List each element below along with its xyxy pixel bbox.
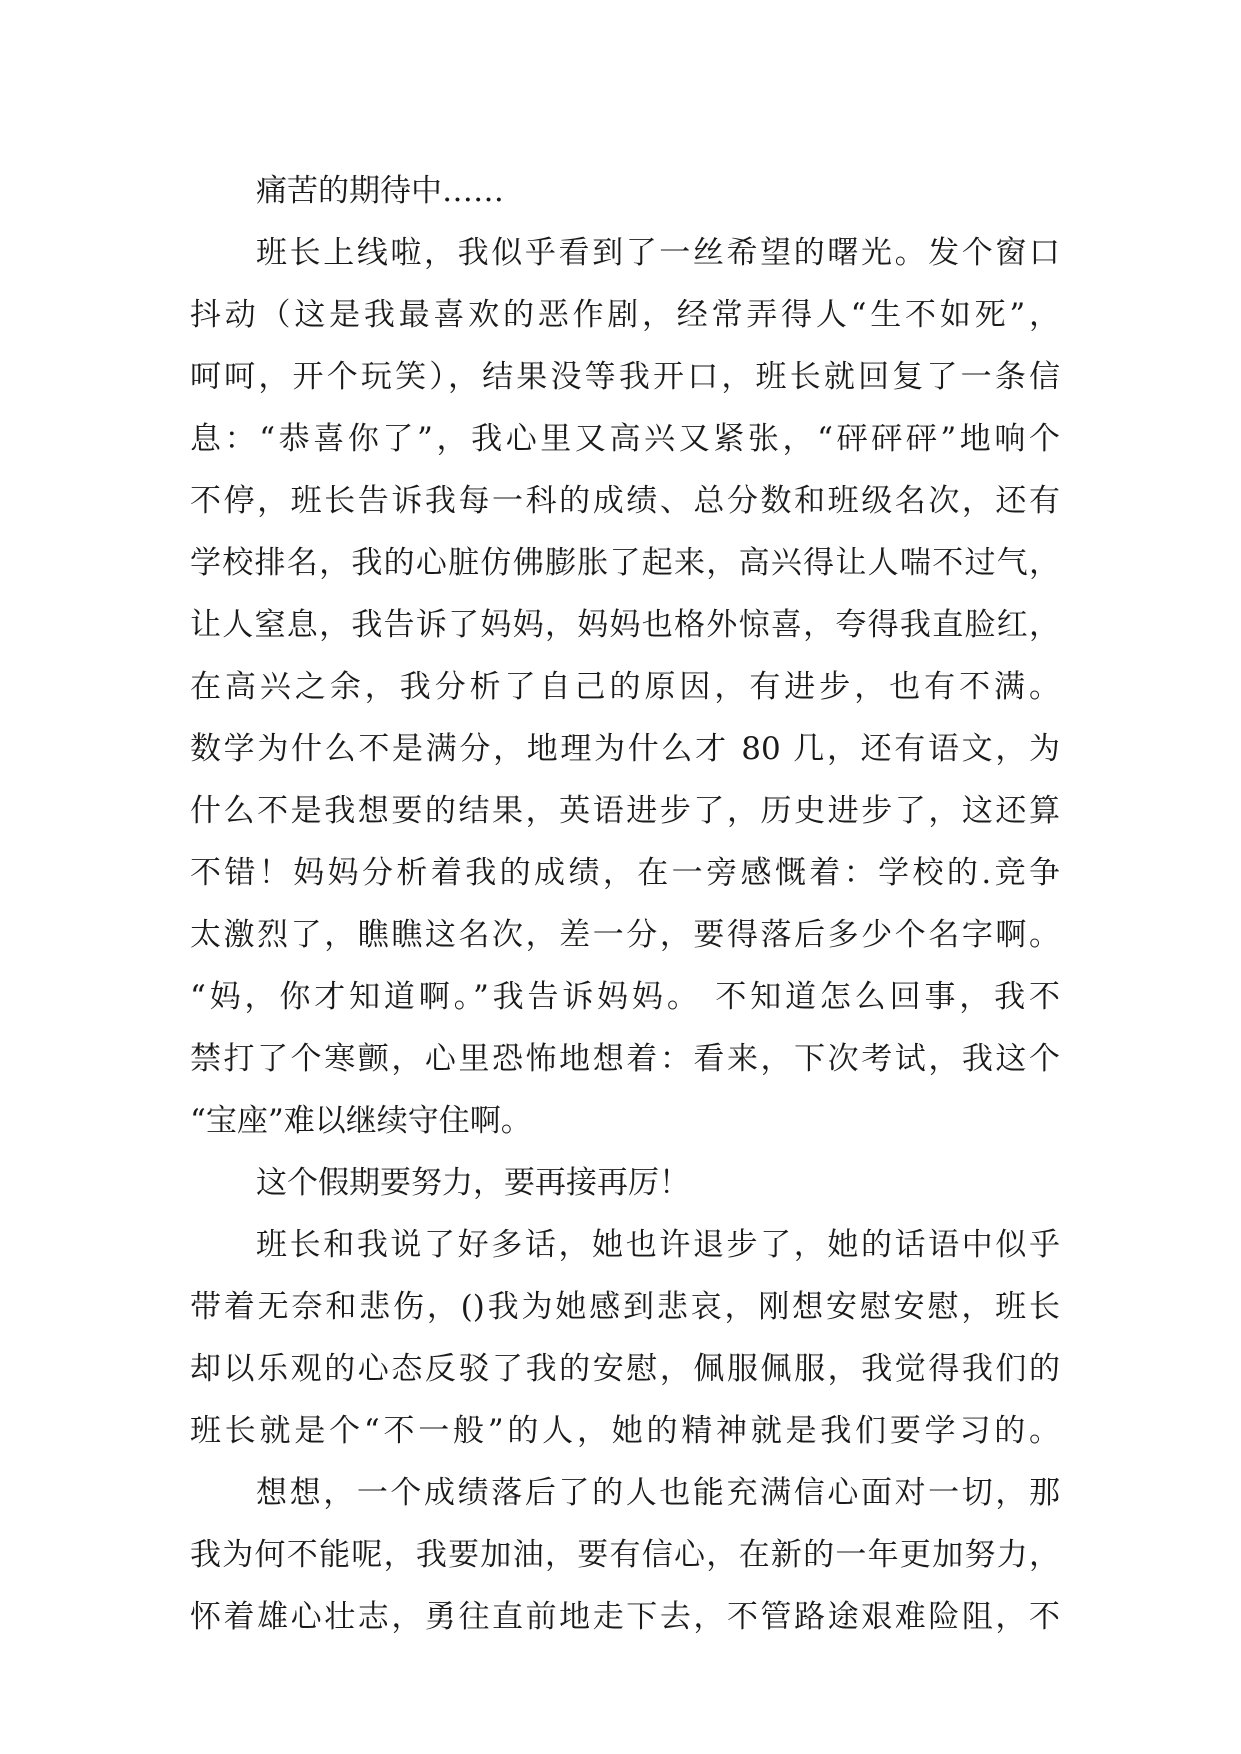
text-line: 这个假期要努力，要再接再厉！ [256, 1165, 690, 1201]
text-line: 班长上线啦，我似乎看到了一丝希望的曙光。发个窗口 [256, 235, 1060, 271]
text-line: “宝座”难以继续守住啊。 [190, 1103, 532, 1139]
text-line: 不停，班长告诉我每一科的成绩、总分数和班级名次，还有 [190, 483, 1060, 519]
text-line: 禁打了个寒颤，心里恐怖地想着：看来，下次考试，我这个 [190, 1041, 1060, 1077]
text-line: 数学为什么不是满分，地理为什么才 80 几，还有语文，为 [190, 731, 1060, 767]
text-line: 不错！妈妈分析着我的成绩，在一旁感慨着：学校的.竞争 [190, 855, 1060, 891]
text-line: 却以乐观的心态反驳了我的安慰，佩服佩服，我觉得我们的 [190, 1351, 1060, 1387]
body-text [190, 160, 1060, 1648]
text-line: “妈，你才知道啊。”我告诉妈妈。 不知道怎么回事，我不 [190, 979, 1060, 1015]
text-line: 什么不是我想要的结果，英语进步了，历史进步了，这还算 [190, 793, 1060, 829]
text-line: 我为何不能呢，我要加油，要有信心，在新的一年更加努力， [190, 1537, 1060, 1573]
text-line: 班长就是个“不一般”的人，她的精神就是我们要学习的。 [190, 1413, 1060, 1449]
text-line: 带着无奈和悲伤，()我为她感到悲哀，刚想安慰安慰，班长 [190, 1289, 1060, 1325]
text-line: 让人窒息，我告诉了妈妈，妈妈也格外惊喜，夸得我直脸红， [190, 607, 1060, 643]
text-line: 痛苦的期待中…… [256, 173, 504, 209]
text-line: 太激烈了，瞧瞧这名次，差一分，要得落后多少个名字啊。 [190, 917, 1060, 953]
text-line: 呵呵，开个玩笑），结果没等我开口，班长就回复了一条信 [190, 359, 1060, 395]
text-line: 在高兴之余，我分析了自己的原因，有进步，也有不满。 [190, 669, 1060, 705]
text-line: 想想，一个成绩落后了的人也能充满信心面对一切，那 [256, 1475, 1060, 1511]
text-line: 息：“恭喜你了”，我心里又高兴又紧张，“砰砰砰”地响个 [190, 421, 1060, 457]
text-line: 班长和我说了好多话，她也许退步了，她的话语中似乎 [256, 1227, 1060, 1263]
text-line: 怀着雄心壮志，勇往直前地走下去，不管路途艰难险阻，不 [190, 1599, 1060, 1635]
text-line: 抖动（这是我最喜欢的恶作剧，经常弄得人“生不如死”， [190, 297, 1060, 333]
text-line: 学校排名，我的心脏仿佛膨胀了起来，高兴得让人喘不过气， [190, 545, 1060, 581]
